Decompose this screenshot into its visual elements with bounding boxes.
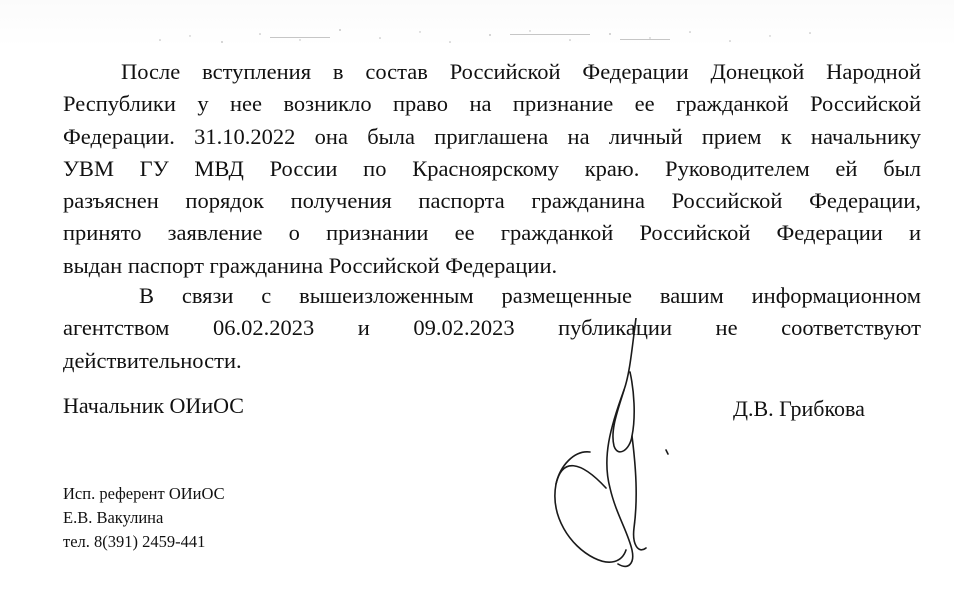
paragraph2-line-2: агентством 06.02.2023 и 09.02.2023 публикации не соответствуют: [63, 315, 921, 341]
handwritten-signature: [540, 318, 700, 586]
paragraph-conclusion: [63, 280, 921, 377]
paragraph2-line-1: В связи с вышеизложенным размещенные вашим информационном: [139, 283, 921, 308]
scan-artifact: [150, 22, 850, 52]
executor-name: Е.В. Вакулина: [63, 508, 164, 527]
paragraph1-line-1: После вступления в состав Российской Федерации Донецкой Народной: [121, 59, 921, 84]
paragraph1-line-6: принято заявление о признании ее гражданкой Российской Федерации и: [63, 220, 921, 246]
executor-contact: [63, 482, 225, 554]
paragraph-citizenship: [63, 56, 921, 282]
signatory-name: Д.В. Грибкова: [733, 396, 865, 421]
paragraph1-line-2: Республики у нее возникло право на признание ее гражданкой Российской: [63, 91, 921, 117]
paragraph1-line-4: УВМ ГУ МВД России по Красноярскому краю. Руководителем ей был: [63, 155, 921, 181]
paragraph2-line-3: действительности.: [63, 347, 242, 373]
paragraph1-line-3: Федерации. 31.10.2022 она была приглашена на личный прием к начальнику: [63, 123, 921, 149]
executor-phone: тел. 8(391) 2459-441: [63, 532, 206, 551]
executor-role: Исп. референт ОИиОС: [63, 484, 225, 503]
signatory-position: Начальник ОИиОС: [63, 393, 244, 418]
paragraph1-line-5: разъяснен порядок получения паспорта гражданина Российской Федерации,: [63, 188, 921, 214]
paragraph1-line-7: выдан паспорт гражданина Российской Федерации.: [63, 252, 558, 278]
